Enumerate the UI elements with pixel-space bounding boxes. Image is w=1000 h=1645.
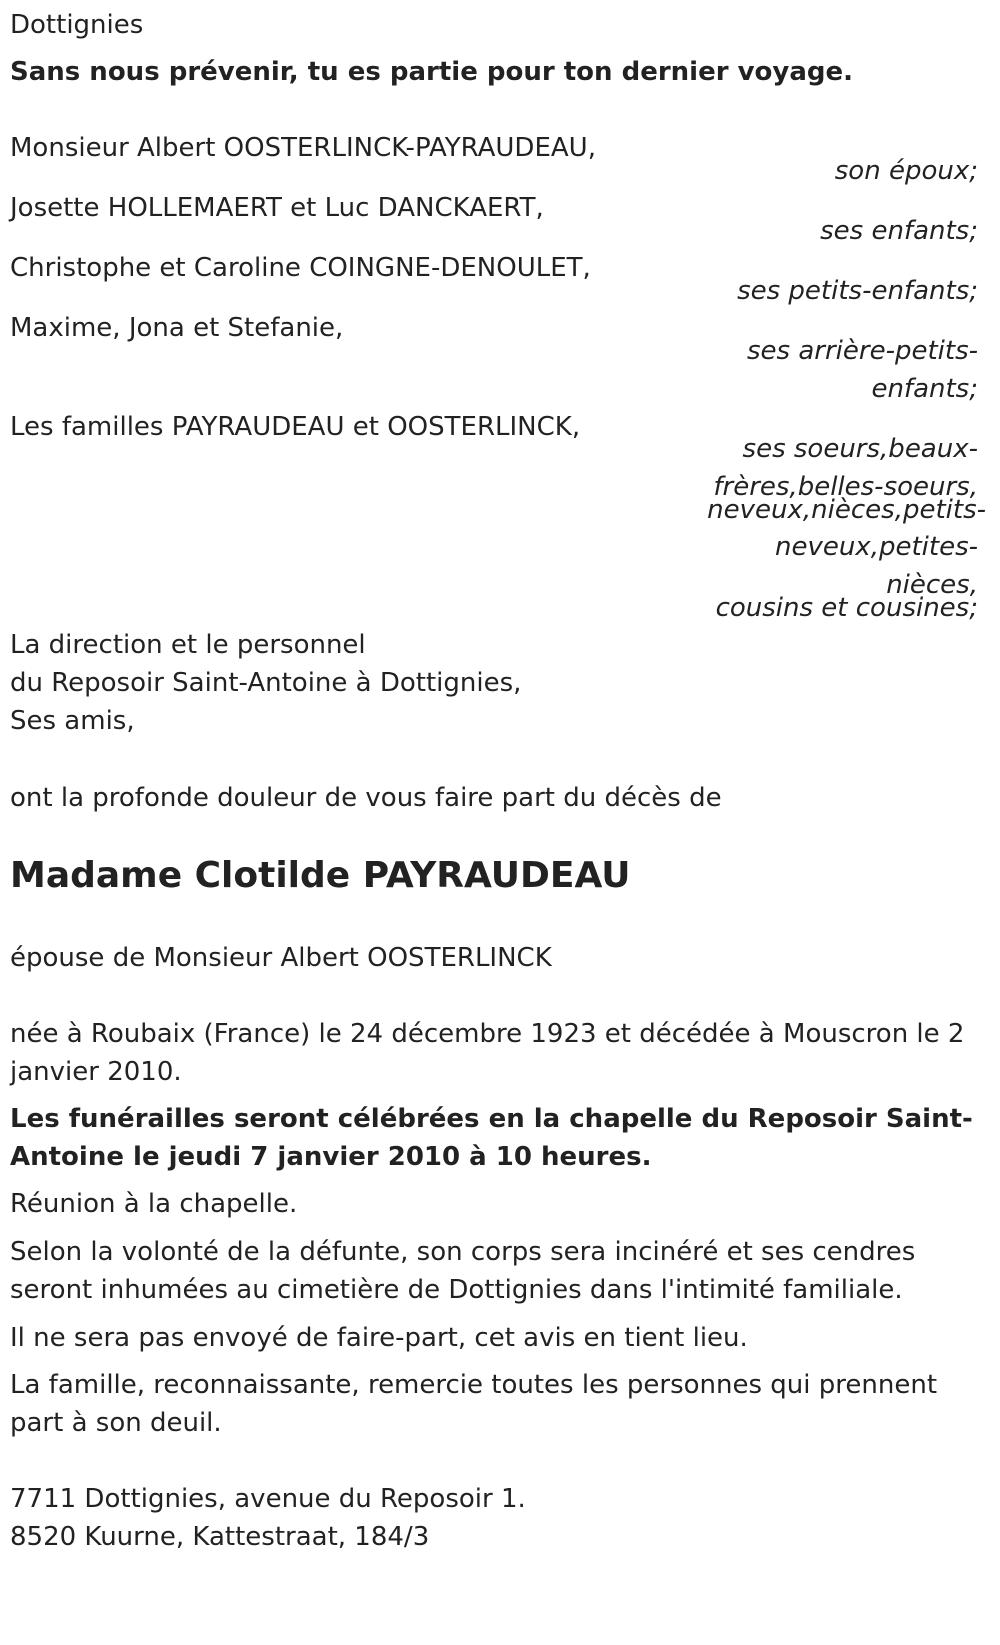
address-line-1: 7711 Dottignies, avenue du Reposoir 1. — [10, 1484, 526, 1514]
relation-spouse: son époux; — [834, 156, 978, 186]
deceased-spouse: épouse de Monsieur Albert OOSTERLINCK — [10, 943, 552, 973]
family-member-spouse: Monsieur Albert OOSTERLINCK-PAYRAUDEAU, — [10, 133, 596, 163]
funeral-line-2: Antoine le jeudi 7 janvier 2010 à 10 heures. — [10, 1142, 652, 1172]
relation-families-3: neveux,nièces,petits- — [707, 495, 986, 525]
relation-great-grandchildren-2: enfants; — [871, 374, 978, 404]
tagline: Sans nous prévenir, tu es partie pour ton dernier voyage. — [10, 57, 854, 87]
family-member-children: Josette HOLLEMAERT et Luc DANCKAERT, — [10, 193, 544, 223]
others-line-3: Ses amis, — [10, 706, 135, 736]
wish-line-2: seront inhumées au cimetière de Dottignies dans l'intimité familiale. — [10, 1275, 903, 1305]
relation-families-1: ses soeurs,beaux- — [742, 434, 978, 464]
birth-death-line-2: janvier 2010. — [10, 1057, 182, 1087]
meeting-note: Réunion à la chapelle. — [10, 1189, 298, 1219]
relation-families-4: neveux,petites- — [774, 532, 978, 562]
relation-grandchildren: ses petits-enfants; — [737, 276, 978, 306]
relation-great-grandchildren-1: ses arrière-petits- — [747, 336, 978, 366]
relation-families-2: frères,belles-soeurs, — [713, 472, 978, 502]
others-line-2: du Reposoir Saint-Antoine à Dottignies, — [10, 668, 522, 698]
family-member-grandchildren: Christophe et Caroline COINGNE-DENOULET, — [10, 253, 591, 283]
address-line-2: 8520 Kuurne, Kattestraat, 184/3 — [10, 1522, 430, 1552]
no-card-note: Il ne sera pas envoyé de faire-part, cet avis en tient lieu. — [10, 1323, 748, 1353]
others-line-1: La direction et le personnel — [10, 630, 366, 660]
relation-families-6: cousins et cousines; — [715, 593, 978, 623]
location-heading: Dottignies — [10, 10, 144, 40]
birth-death-line-1: née à Roubaix (France) le 24 décembre 1923 et décédée à Mouscron le 2 — [10, 1019, 965, 1049]
funeral-line-1: Les funérailles seront célébrées en la chapelle du Reposoir Saint- — [10, 1104, 973, 1134]
family-member-families: Les familles PAYRAUDEAU et OOSTERLINCK, — [10, 412, 581, 442]
relation-children: ses enfants; — [820, 216, 978, 246]
thanks-line-2: part à son deuil. — [10, 1408, 222, 1438]
relation-families-5: nièces, — [886, 570, 978, 600]
thanks-line-1: La famille, reconnaissante, remercie toutes les personnes qui prennent — [10, 1370, 938, 1400]
wish-line-1: Selon la volonté de la défunte, son corps sera incinéré et ses cendres — [10, 1237, 916, 1267]
family-member-great-grandchildren: Maxime, Jona et Stefanie, — [10, 313, 344, 343]
deceased-name: Madame Clotilde PAYRAUDEAU — [10, 855, 631, 896]
announcement-text: ont la profonde douleur de vous faire part du décès de — [10, 783, 722, 813]
